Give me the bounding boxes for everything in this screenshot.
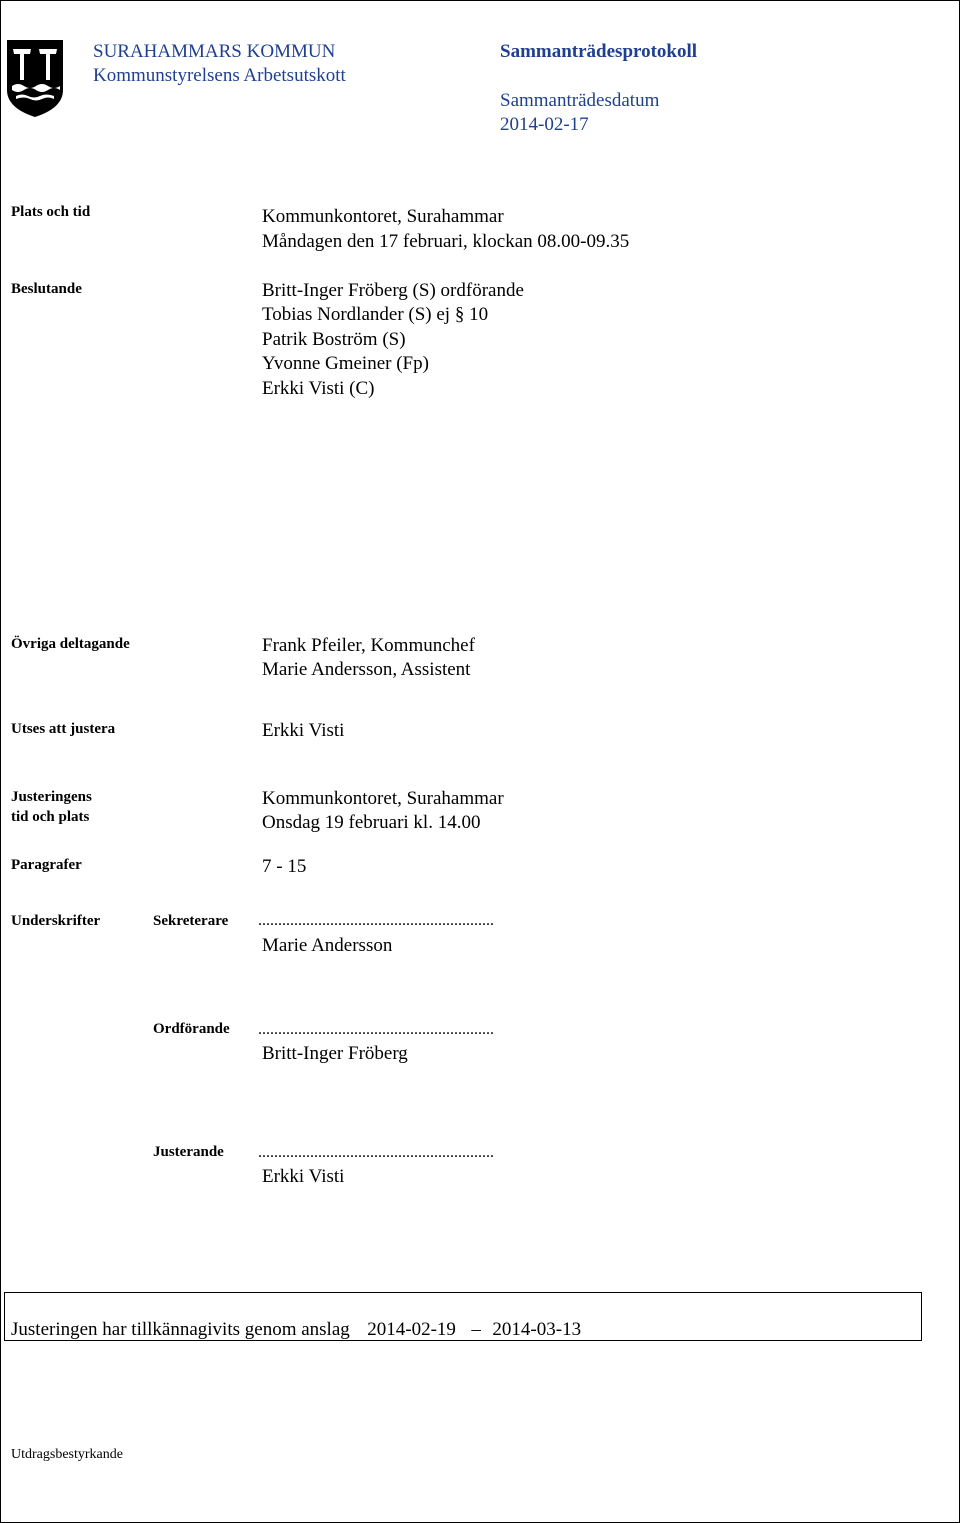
date-dash: – xyxy=(471,1319,481,1340)
beslutande-member: Britt-Inger Fröberg (S) ordförande xyxy=(262,280,524,301)
justeringens-place: Kommunkontoret, Surahammar xyxy=(262,788,504,809)
justeringens-label-line2: tid och plats xyxy=(11,809,90,825)
notice-text: Justeringen har tillkännagivits genom anslag xyxy=(11,1319,350,1340)
plats-line: Kommunkontoret, Surahammar xyxy=(262,206,504,227)
underskrifter-label: Underskrifter xyxy=(11,913,101,929)
signature-line: ........................................................... xyxy=(258,1021,494,1038)
committee-name: Kommunstyrelsens Arbetsutskott xyxy=(93,65,346,86)
document-title: Sammanträdesprotokoll xyxy=(500,41,698,62)
signature-name: Britt-Inger Fröberg xyxy=(262,1043,408,1064)
beslutande-member: Patrik Boström (S) xyxy=(262,329,406,350)
paragrafer-label: Paragrafer xyxy=(11,857,82,873)
signature-line: ........................................................... xyxy=(258,1144,494,1161)
meeting-date-label: Sammanträdesdatum xyxy=(500,90,660,111)
justeringens-time: Onsdag 19 februari kl. 14.00 xyxy=(262,812,481,833)
paragrafer-value: 7 - 15 xyxy=(262,856,307,877)
justeringens-label: Justeringens xyxy=(11,789,92,805)
notice-date-to: 2014-03-13 xyxy=(492,1319,582,1340)
utdragsbestyrkande-label: Utdragsbestyrkande xyxy=(11,1447,123,1462)
notice-box xyxy=(4,1292,922,1341)
signature-line: ........................................................... xyxy=(258,912,494,929)
utses-label: Utses att justera xyxy=(11,721,116,737)
ovriga-participant: Marie Andersson, Assistent xyxy=(262,659,471,680)
meeting-date-value: 2014-02-17 xyxy=(500,114,589,135)
ovriga-participant: Frank Pfeiler, Kommunchef xyxy=(262,635,475,656)
notice-date-from: 2014-02-19 xyxy=(367,1319,456,1340)
municipal-coat-of-arms-icon xyxy=(4,38,66,118)
beslutande-member: Yvonne Gmeiner (Fp) xyxy=(262,353,429,374)
notice-line xyxy=(11,1319,581,1341)
signature-role: Sekreterare xyxy=(153,913,229,929)
org-name: SURAHAMMARS KOMMUN xyxy=(93,41,336,62)
utses-value: Erkki Visti xyxy=(262,720,345,741)
beslutande-member: Tobias Nordlander (S) ej § 10 xyxy=(262,304,489,325)
signature-name: Marie Andersson xyxy=(262,935,393,956)
ovriga-label: Övriga deltagande xyxy=(11,636,130,652)
plats-label: Plats och tid xyxy=(11,204,91,220)
beslutande-label: Beslutande xyxy=(11,281,82,297)
beslutande-member: Erkki Visti (C) xyxy=(262,378,375,399)
signature-name: Erkki Visti xyxy=(262,1166,345,1187)
tid-line: Måndagen den 17 februari, klockan 08.00-09.35 xyxy=(262,231,630,252)
signature-role: Ordförande xyxy=(153,1021,230,1037)
signature-role: Justerande xyxy=(153,1144,224,1160)
